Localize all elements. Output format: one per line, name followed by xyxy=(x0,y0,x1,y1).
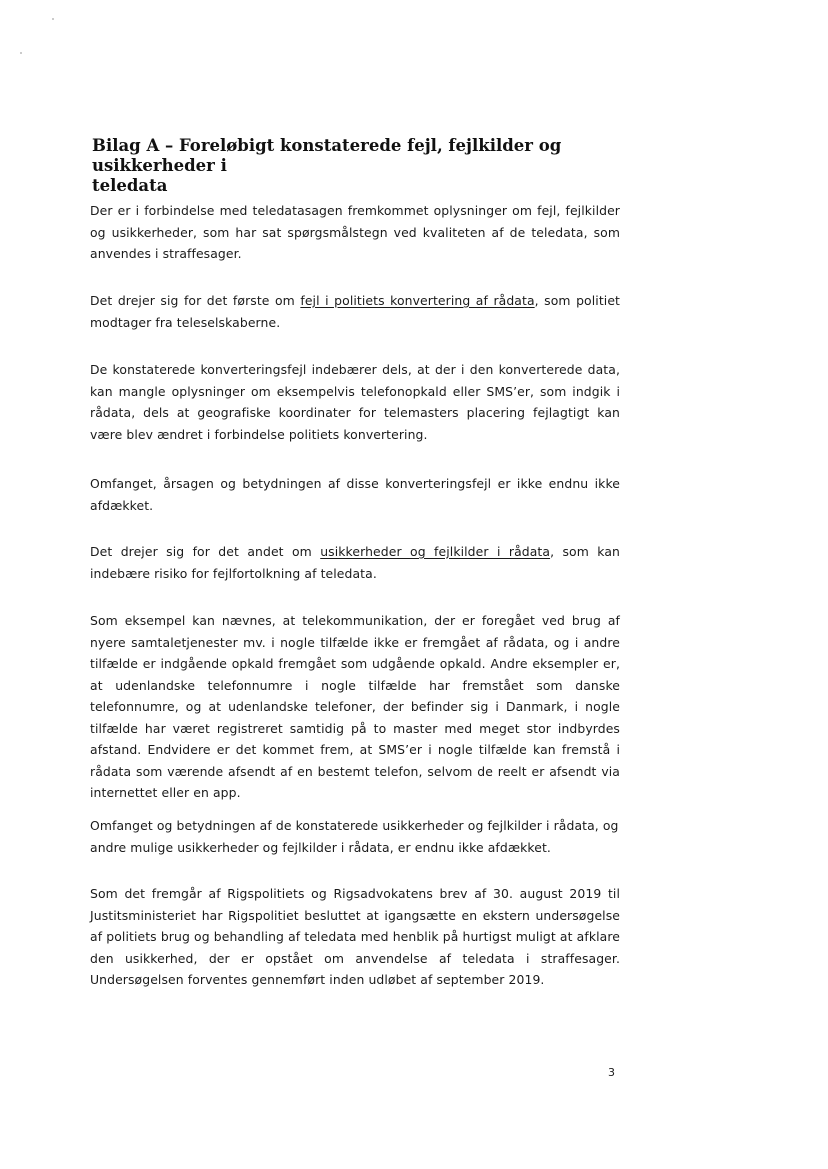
heading-line-1: Bilag A – Foreløbigt konstaterede fejl, fejlkilder og usikkerheder i xyxy=(92,136,562,175)
document-heading xyxy=(92,136,652,196)
paragraph-2 xyxy=(90,290,620,333)
paragraph-5-lead: Det drejer sig for det andet om xyxy=(90,544,321,559)
paragraph-8: Som det fremgår af Rigspolitiets og Rigsadvokatens brev af 30. august 2019 til Justitsministeriet har Rigspolitiet besluttet at igangsætte en ekstern undersøgelse af politiets brug og behandling af teledata med henblik på hurtigst muligt at afklare den usikkerhed, der er opstået om anvendelse af teledata i straffesager. Undersøgelsen forventes gennemført inden udløbet af september 2019. xyxy=(90,886,620,987)
paragraph-3: De konstaterede konverteringsfejl indebærer dels, at der i den konverterede data, kan mangle oplysninger om eksempelvis telefonopkald eller SMS’er, som indgik i rådata, dels at geografiske koordinater for telemasters placering fejlagtigt kan være blev ændret i forbindelse politiets konvertering. xyxy=(90,362,620,442)
scan-speck xyxy=(52,18,54,20)
underlined-phrase-rawdata-uncertainties: usikkerheder og fejlkilder i rådata xyxy=(320,544,551,559)
underlined-phrase-conversion-errors: fejl i politiets konvertering af rådata xyxy=(300,293,535,308)
paragraph-7: Omfanget og betydningen af de konstaterede usikkerheder og fejlkilder i rådata, og andre mulige usikkerheder og fejlkilder i rådata, er endnu ikke afdækket. xyxy=(90,818,619,855)
paragraph-5-tail: , som kan indebære risiko for fejlfortolkning af teledata. xyxy=(90,544,620,581)
paragraph-2-lead: Det drejer sig for det første om xyxy=(90,293,301,308)
paragraph-1: Der er i forbindelse med teledatasagen fremkommet oplysninger om fejl, fejlkilder og usikkerheder, som har sat spørgsmålstegn ved kvaliteten af de teledata, som anvendes i straffesager. xyxy=(90,203,620,261)
paragraph-6: Som eksempel kan nævnes, at telekommunikation, der er foregået ved brug af nyere samtaletjenester mv. i nogle tilfælde ikke er fremgået af rådata, og i andre tilfælde er indgående opkald fremgået som udgående opkald. Andre eksempler er, at udenlandske telefonnumre i nogle tilfælde har fremstået som danske telefonnumre, og at udenlandske telefoner, der befinder sig i Danmark, i nogle tilfælde har været registreret samtidig på to master med meget stor indbyrdes afstand. Endvidere er det kommet frem, at SMS’er i nogle tilfælde kan fremstå i rådata som værende afsendt af en bestemt telefon, selvom de reelt er afsendt via internettet eller en app. xyxy=(90,613,620,800)
scan-speck xyxy=(20,52,22,54)
paragraph-4: Omfanget, årsagen og betydningen af disse konverteringsfejl er ikke endnu ikke afdækket. xyxy=(90,476,620,513)
heading-line-2: teledata xyxy=(92,176,168,195)
page-number: 3 xyxy=(608,1066,615,1079)
paragraph-5 xyxy=(90,541,620,584)
paragraph-2-tail: , som politiet modtager fra teleselskaberne. xyxy=(90,293,620,330)
